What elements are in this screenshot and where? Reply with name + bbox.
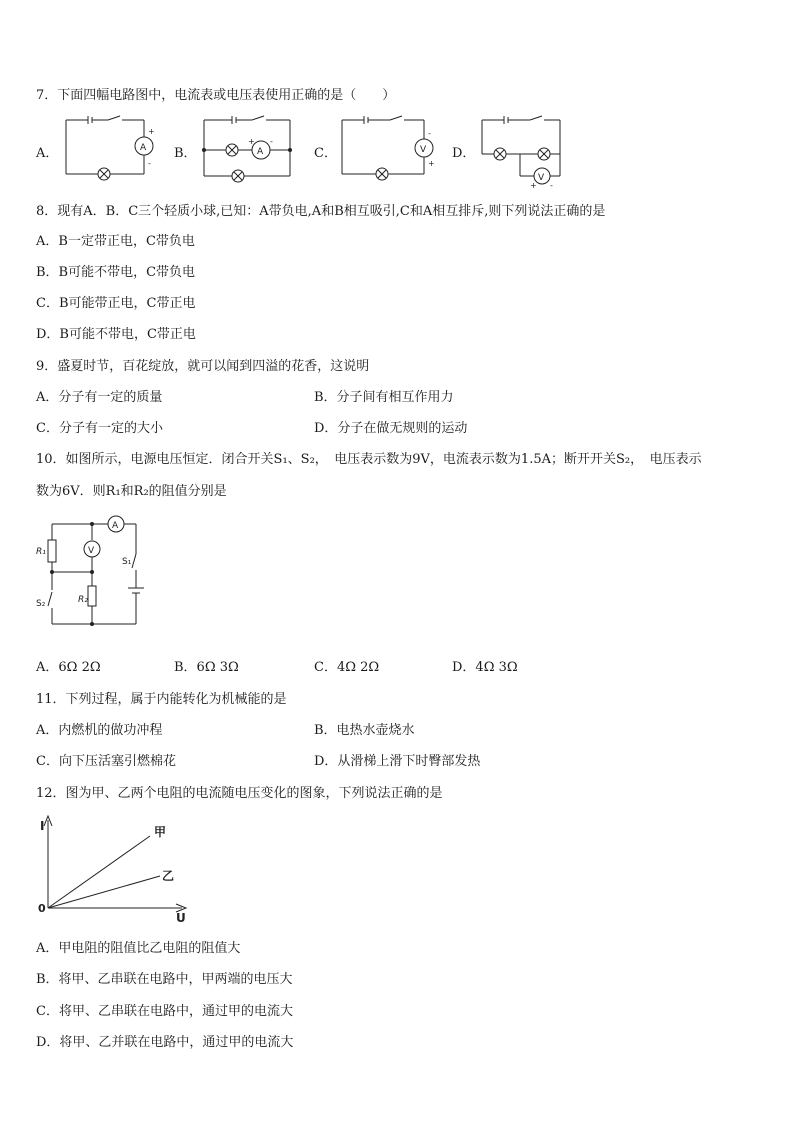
q7-stem: 7．下面四幅电路图中，电流表或电压表使用正确的是（ ） xyxy=(36,88,396,103)
q8-option-c: C．B可能带正电，C带正电 xyxy=(36,296,196,311)
q12-option-b: B．将甲、乙串联在电路中，甲两端的电压大 xyxy=(36,972,293,987)
q8-option-b: B．B可能不带电，C带负电 xyxy=(36,265,196,280)
q11-option-b: B．电热水壶烧水 xyxy=(314,723,415,738)
svg-text:-: - xyxy=(270,137,273,146)
svg-text:-: - xyxy=(428,129,431,138)
q8-stem: 8．现有A．B．C三个轻质小球,已知：A带负电,A和B相互吸引,C和A相互排斥,则下列说法正确的是 xyxy=(36,204,606,219)
svg-text:A: A xyxy=(257,147,264,157)
svg-text:V: V xyxy=(88,546,95,556)
q7-option-b: B． xyxy=(174,146,197,161)
q9-option-c: C．分子有一定的大小 xyxy=(36,421,163,436)
q7-option-d: D． xyxy=(452,146,476,161)
q9-option-d: D．分子在做无规则的运动 xyxy=(314,421,468,436)
svg-text:+: + xyxy=(530,181,537,190)
svg-text:0: 0 xyxy=(38,902,46,915)
q9-stem: 9．盛夏时节，百花绽放，就可以闻到四溢的花香，这说明 xyxy=(36,359,370,374)
q7-option-a: A． xyxy=(36,146,59,161)
q10-option-d: D．4Ω 3Ω xyxy=(452,660,518,675)
q12-option-c: C．将甲、乙串联在电路中，通过甲的电流大 xyxy=(36,1004,293,1019)
q11-stem: 11．下列过程，属于内能转化为机械能的是 xyxy=(36,692,287,707)
q10-stem-line2: 数为6V．则R₁和R₂的阻值分别是 xyxy=(36,484,227,499)
q11-option-a: A．内燃机的做功冲程 xyxy=(36,723,163,738)
q12-option-d: D．将甲、乙并联在电路中，通过甲的电流大 xyxy=(36,1035,294,1050)
svg-text:A: A xyxy=(112,521,119,531)
q8-option-a: A．B一定带正电，C带负电 xyxy=(36,234,195,249)
q10-stem-line1: 10．如图所示，电源电压恒定．闭合开关S₁、S₂， 电压表示数为9V，电流表示数为1.5A；断开开关S₂， 电压表示 xyxy=(36,452,702,467)
svg-text:V: V xyxy=(538,173,545,183)
svg-text:+: + xyxy=(148,127,155,136)
q8-option-d: D．B可能不带电，C带正电 xyxy=(36,327,196,342)
q12-line-yi xyxy=(48,876,160,908)
q11-option-d: D．从滑梯上滑下时臀部发热 xyxy=(314,754,481,769)
q7-circuit-c xyxy=(340,116,440,180)
svg-text:+: + xyxy=(428,159,435,168)
q10-option-a: A．6Ω 2Ω xyxy=(36,660,101,675)
svg-text:甲: 甲 xyxy=(154,825,167,839)
svg-text:R₁: R₁ xyxy=(36,547,46,557)
svg-text:乙: 乙 xyxy=(162,869,175,883)
q12-graph xyxy=(36,808,196,924)
svg-text:-: - xyxy=(148,159,151,168)
svg-text:V: V xyxy=(420,145,427,155)
q11-option-c: C．向下压活塞引燃棉花 xyxy=(36,754,176,769)
svg-text:I: I xyxy=(40,819,45,833)
svg-text:R₂: R₂ xyxy=(78,595,88,605)
q10-circuit xyxy=(36,514,150,630)
svg-text:U: U xyxy=(176,911,186,925)
q10-option-b: B．6Ω 3Ω xyxy=(174,660,239,675)
svg-text:S₂: S₂ xyxy=(36,599,46,609)
q12-option-a: A．甲电阻的阻值比乙电阻的阻值大 xyxy=(36,941,241,956)
q9-option-b: B．分子间有相互作用力 xyxy=(314,390,454,405)
q7-circuit-b xyxy=(202,116,294,182)
svg-text:S₁: S₁ xyxy=(122,557,132,567)
svg-text:-: - xyxy=(550,181,553,190)
q9-option-a: A．分子有一定的质量 xyxy=(36,390,163,405)
q12-stem: 12．图为甲、乙两个电阻的电流随电压变化的图象，下列说法正确的是 xyxy=(36,786,443,801)
q7-circuit-a xyxy=(64,116,164,180)
q12-line-jia xyxy=(48,836,150,908)
q7-circuit-d xyxy=(480,116,564,190)
q7-option-c: C． xyxy=(314,146,337,161)
q10-option-c: C．4Ω 2Ω xyxy=(314,660,380,675)
svg-text:A: A xyxy=(140,143,147,153)
svg-text:+: + xyxy=(248,137,255,146)
